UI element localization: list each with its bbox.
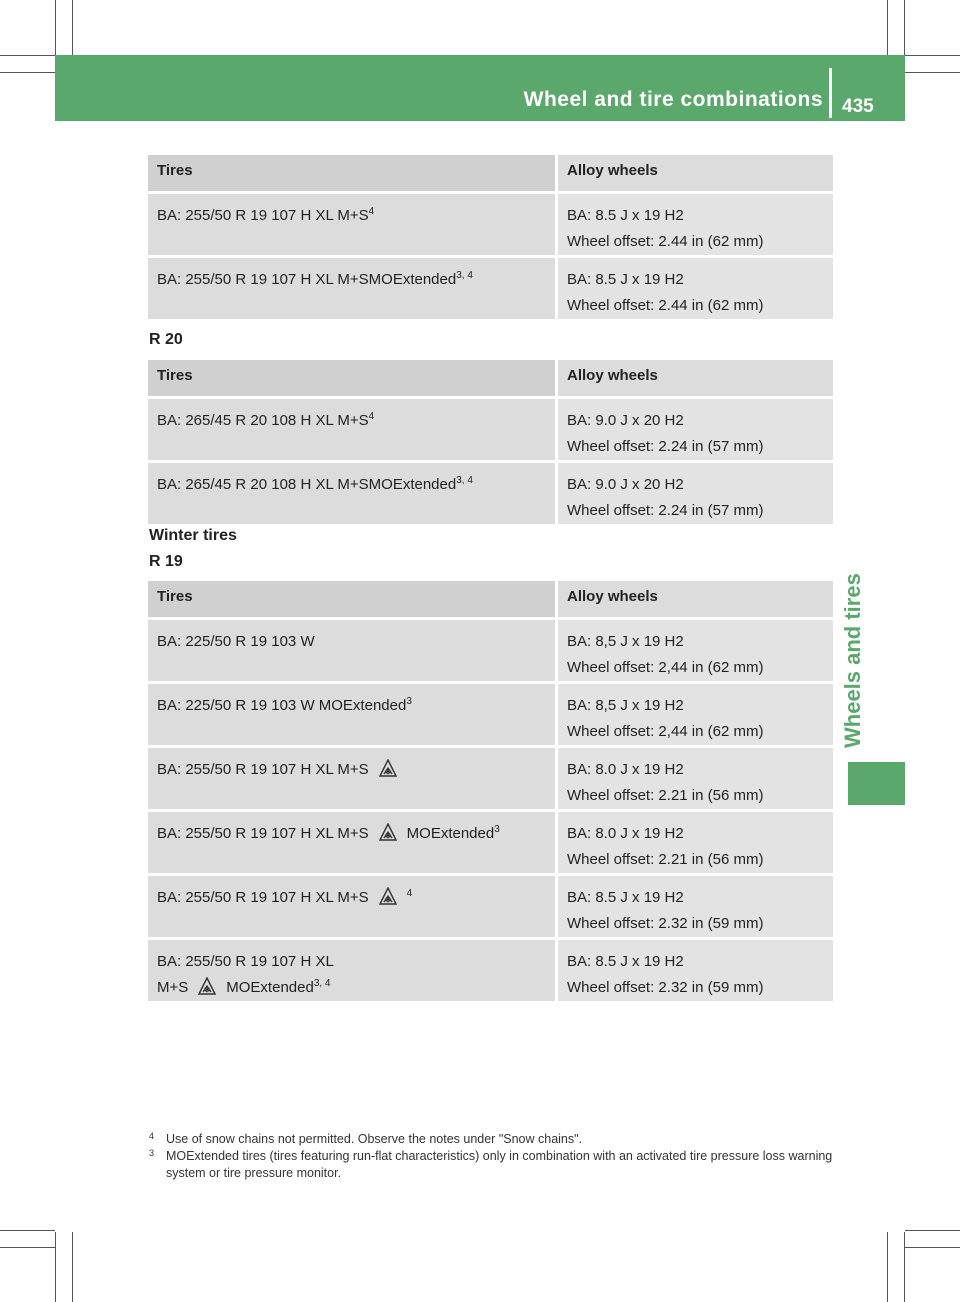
- footnote-number: 3: [149, 1148, 155, 1158]
- table-row: [148, 258, 833, 322]
- crop-mark: [0, 1230, 55, 1231]
- table-header-row: [148, 581, 833, 620]
- wheel-offset: Wheel offset: 2.44 in (62 mm): [567, 297, 764, 314]
- crop-mark: [887, 1232, 888, 1302]
- wheel-spec: BA: 8,5 J x 19 H2: [567, 697, 684, 714]
- tire-spec-suffix: MOExtended: [406, 825, 495, 842]
- header-divider: [829, 68, 832, 118]
- crop-mark: [72, 1232, 73, 1302]
- wheel-offset: Wheel offset: 2.24 in (57 mm): [567, 502, 764, 519]
- wheel-cell: [558, 684, 833, 748]
- wheel-spec: BA: 8.5 J x 19 H2: [567, 889, 684, 906]
- footnote-ref: 3, 4: [456, 270, 473, 281]
- table-row: [148, 812, 833, 876]
- wheel-spec: BA: 8.5 J x 19 H2: [567, 207, 684, 224]
- tire-spec: BA: 225/50 R 19 103 W: [157, 633, 315, 650]
- tire-spec-suffix: MOExtended: [226, 979, 314, 996]
- footnote-text: MOExtended tires (tires featuring run-flat characteristics) only in combination with an activated tire pressure loss warning system or tire pressure monitor.: [166, 1149, 833, 1180]
- tire-spec: BA: 255/50 R 19 107 H XL M+S: [157, 825, 369, 842]
- footnote-ref: 3: [406, 696, 412, 707]
- mountain-snowflake-icon: [379, 759, 397, 777]
- tire-spec: BA: 255/50 R 19 107 H XL: [157, 953, 334, 970]
- tire-cell: [148, 258, 558, 322]
- tire-cell: [148, 748, 558, 812]
- tire-cell: [148, 194, 558, 258]
- footnote-ref: 3: [494, 824, 500, 835]
- wheel-offset: Wheel offset: 2.32 in (59 mm): [567, 915, 764, 932]
- table-row: [148, 748, 833, 812]
- crop-mark: [72, 0, 73, 55]
- column-header-tires: Tires: [148, 360, 558, 399]
- footnote-ref: 4: [368, 411, 375, 422]
- wheel-cell: [558, 463, 833, 527]
- tire-spec: BA: 255/50 R 19 107 H XL M+S: [157, 889, 369, 906]
- crop-mark: [0, 72, 55, 73]
- footnote-text: Use of snow chains not permitted. Observe the notes under "Snow chains".: [166, 1132, 583, 1146]
- table-row: [148, 194, 833, 258]
- wheel-spec: BA: 9.0 J x 20 H2: [567, 476, 684, 493]
- column-header-tires: Tires: [148, 581, 558, 620]
- crop-mark: [905, 55, 960, 56]
- tire-spec: BA: 255/50 R 19 107 H XL M+S: [157, 761, 369, 778]
- wheel-offset: Wheel offset: 2,44 in (62 mm): [567, 723, 764, 740]
- section-heading: Winter tires: [149, 527, 237, 544]
- wheel-cell: [558, 940, 833, 1004]
- table-row: [148, 940, 833, 1004]
- table-header-row: [148, 360, 833, 399]
- wheel-spec: BA: 8,5 J x 19 H2: [567, 633, 684, 650]
- wheel-cell: [558, 399, 833, 463]
- wheel-cell: [558, 876, 833, 940]
- side-tab-label: Wheels and tires: [840, 573, 865, 748]
- crop-mark: [55, 1232, 56, 1302]
- tire-cell: [148, 940, 558, 1004]
- wheel-offset: Wheel offset: 2.24 in (57 mm): [567, 438, 764, 455]
- wheel-offset: Wheel offset: 2.32 in (59 mm): [567, 979, 764, 996]
- tire-table-r20: [148, 360, 833, 527]
- wheel-spec: BA: 8.5 J x 19 H2: [567, 953, 684, 970]
- wheel-cell: [558, 812, 833, 876]
- wheel-cell: [558, 258, 833, 322]
- column-header-alloy-wheels: Alloy wheels: [558, 581, 833, 620]
- column-header-alloy-wheels: Alloy wheels: [558, 155, 833, 194]
- crop-mark: [904, 0, 905, 55]
- crop-mark: [905, 72, 960, 73]
- wheel-spec: BA: 9.0 J x 20 H2: [567, 412, 684, 429]
- footnote-number: 4: [149, 1131, 155, 1141]
- wheel-offset: Wheel offset: 2.21 in (56 mm): [567, 787, 764, 804]
- tire-cell: [148, 620, 558, 684]
- tire-table-r19-winter: [148, 581, 833, 1004]
- crop-mark: [55, 0, 56, 55]
- tire-cell: [148, 463, 558, 527]
- tire-spec-line2: M+S: [157, 979, 189, 996]
- footnote-ref: 3, 4: [313, 978, 331, 989]
- page-title: Wheel and tire combinations: [523, 88, 823, 111]
- side-tab-marker: [848, 762, 905, 805]
- tire-spec: BA: 225/50 R 19 103 W MOExtended: [157, 697, 407, 714]
- column-header-alloy-wheels: Alloy wheels: [558, 360, 833, 399]
- wheel-spec: BA: 8.0 J x 19 H2: [567, 761, 684, 778]
- footnote-ref: 4: [406, 888, 413, 899]
- wheel-spec: BA: 8.0 J x 19 H2: [567, 825, 684, 842]
- wheel-cell: [558, 620, 833, 684]
- wheel-offset: Wheel offset: 2.21 in (56 mm): [567, 851, 764, 868]
- footnote-ref: 4: [368, 206, 375, 217]
- crop-mark: [904, 1232, 905, 1302]
- crop-mark: [0, 55, 55, 56]
- table-header-row: [148, 155, 833, 194]
- section-subheading: R 19: [149, 553, 183, 570]
- footnotes: [149, 1131, 839, 1182]
- tire-cell: [148, 876, 558, 940]
- crop-mark: [887, 0, 888, 55]
- tire-table-r19-summer: [148, 155, 833, 322]
- tire-cell: [148, 399, 558, 463]
- footnote: [149, 1131, 839, 1148]
- wheel-cell: [558, 748, 833, 812]
- wheel-spec: BA: 8.5 J x 19 H2: [567, 271, 684, 288]
- table-row: [148, 620, 833, 684]
- tire-cell: [148, 684, 558, 748]
- crop-mark: [905, 1230, 960, 1231]
- mountain-snowflake-icon: [198, 977, 216, 995]
- table-row: [148, 463, 833, 527]
- wheel-offset: Wheel offset: 2,44 in (62 mm): [567, 659, 764, 676]
- footnote: [149, 1148, 839, 1182]
- tire-cell: [148, 812, 558, 876]
- tire-spec: BA: 265/45 R 20 108 H XL M+S: [157, 412, 369, 429]
- table-row: [148, 876, 833, 940]
- table-row: [148, 684, 833, 748]
- page-number: 435: [842, 96, 874, 117]
- mountain-snowflake-icon: [379, 887, 397, 905]
- section-heading: R 20: [149, 331, 183, 348]
- crop-mark: [0, 1247, 55, 1248]
- tire-spec: BA: 255/50 R 19 107 H XL M+SMOExtended: [157, 271, 457, 288]
- tire-spec: BA: 265/45 R 20 108 H XL M+SMOExtended: [157, 476, 457, 493]
- tire-spec: BA: 255/50 R 19 107 H XL M+S: [157, 207, 369, 224]
- column-header-tires: Tires: [148, 155, 558, 194]
- table-row: [148, 399, 833, 463]
- wheel-cell: [558, 194, 833, 258]
- mountain-snowflake-icon: [379, 823, 397, 841]
- crop-mark: [905, 1247, 960, 1248]
- wheel-offset: Wheel offset: 2.44 in (62 mm): [567, 233, 764, 250]
- footnote-ref: 3, 4: [456, 475, 473, 486]
